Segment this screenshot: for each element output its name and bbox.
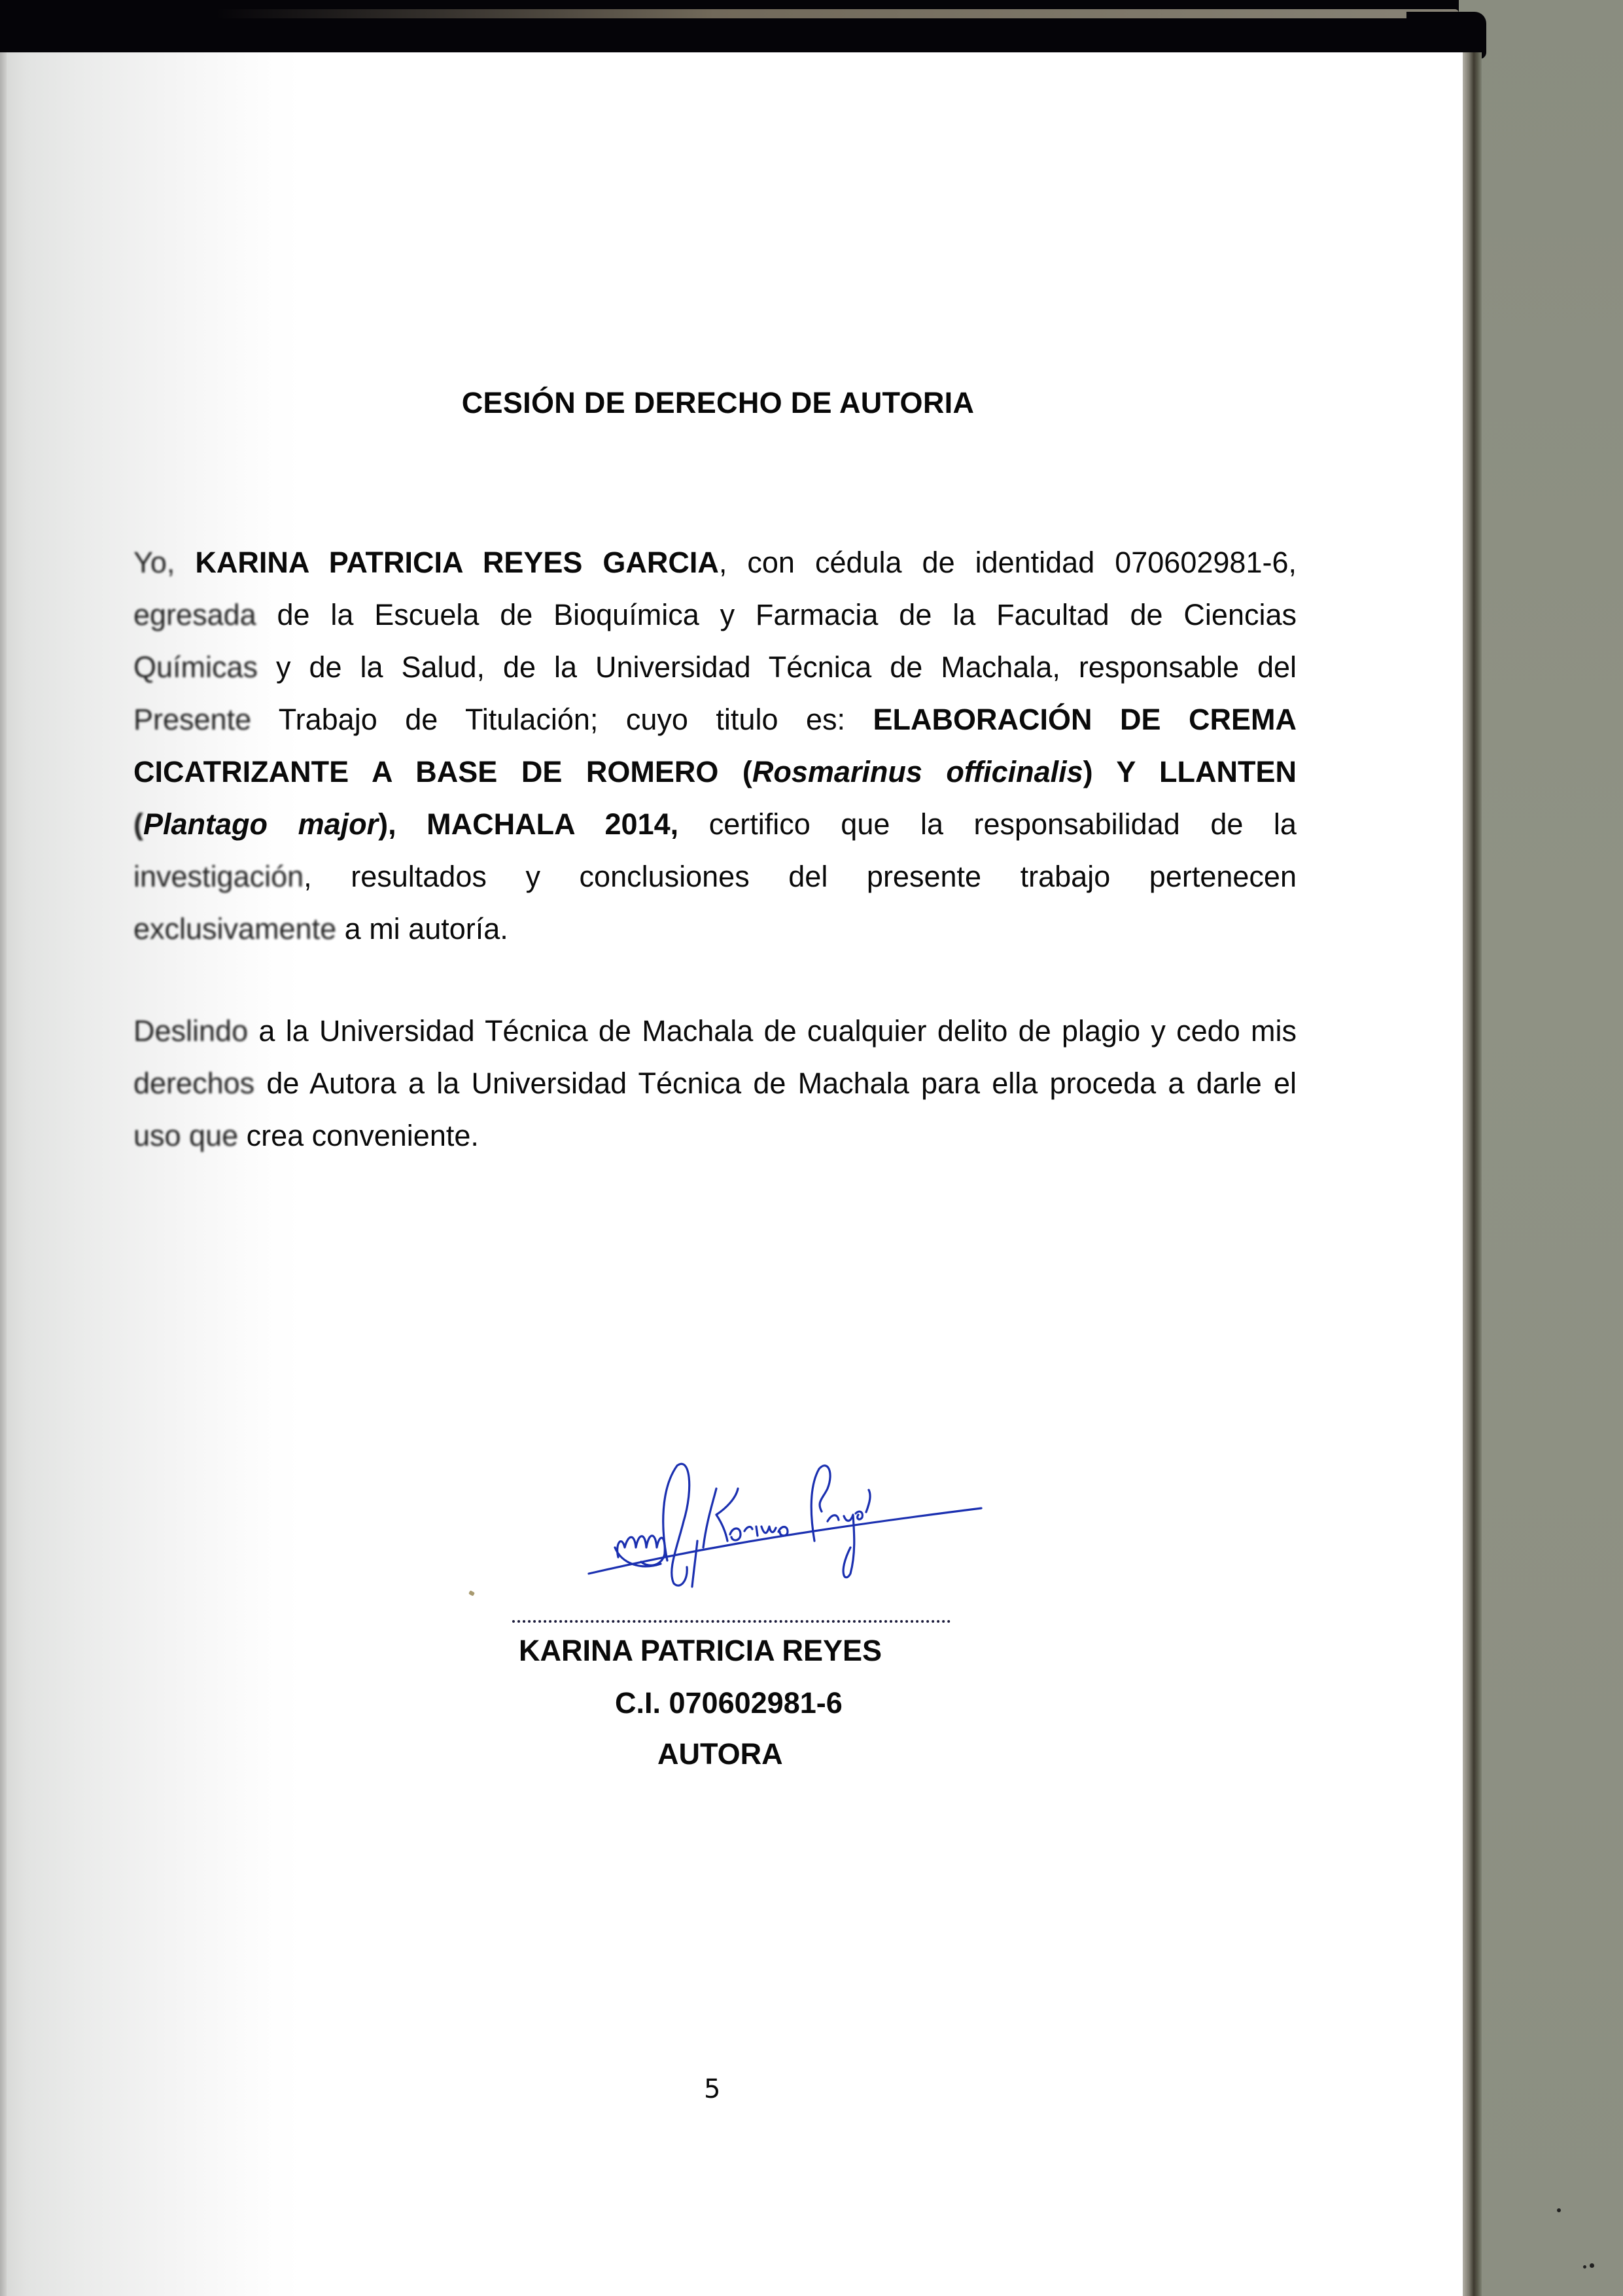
paragraph-line <box>133 641 1297 694</box>
paragraph-line <box>133 1005 1297 1057</box>
paragraph-line <box>133 589 1297 641</box>
signer-role: AUTORA <box>657 1737 783 1771</box>
handwritten-signature <box>576 1449 994 1593</box>
text-run: , resultados y conclusiones del presente trabajo pertenecen <box>304 860 1297 893</box>
scan-dust-speck <box>1590 2263 1594 2268</box>
text-run: CICATRIZANTE A BASE DE ROMERO ( <box>133 755 752 788</box>
text-run: de Autora a la Universidad Técnica de Machala para ella proceda a darle el <box>254 1067 1297 1100</box>
text-run: derechos <box>133 1067 255 1100</box>
text-run: a la Universidad Técnica de Machala de cualquier delito de plagio y cedo mis <box>248 1014 1297 1048</box>
paragraph-line <box>133 798 1297 851</box>
document-page <box>0 52 1463 2296</box>
text-run: ) Y LLANTEN <box>1083 755 1297 788</box>
text-run: uso que <box>133 1119 239 1152</box>
text-run: egresada <box>133 598 256 631</box>
page-edge-shadow <box>1462 52 1482 2296</box>
paragraph-declaration <box>133 537 1297 955</box>
page-number: 5 <box>704 2074 721 2104</box>
text-run: Presente <box>133 703 252 736</box>
scanner-lid-highlight <box>216 9 1459 18</box>
text-run: ), MACHALA 2014, <box>378 807 679 841</box>
paragraph-line <box>133 694 1297 746</box>
text-run: certifico que la responsabilidad de la <box>678 807 1297 841</box>
text-run: Trabajo de Titulación; cuyo titulo es: <box>251 703 873 736</box>
paragraph-line <box>133 746 1297 798</box>
text-run: de la Escuela de Bioquímica y Farmacia de la Facultad de Ciencias <box>256 598 1297 631</box>
text-run: investigación <box>133 860 304 893</box>
scanner-lid-band <box>0 0 1623 59</box>
text-run: y de la Salud, de la Universidad Técnica de Machala, responsable del <box>258 650 1297 684</box>
signer-name: KARINA PATRICIA REYES <box>519 1634 882 1667</box>
text-run: exclusivamente <box>133 912 337 945</box>
signer-id-number: C.I. 070602981-6 <box>615 1686 843 1720</box>
text-run: Yo, <box>133 546 196 579</box>
text-run: Deslindo <box>133 1014 249 1048</box>
text-run: KARINA PATRICIA REYES GARCIA <box>195 546 719 579</box>
scan-dust-speck <box>1583 2265 1586 2269</box>
document-title: CESIÓN DE DERECHO DE AUTORIA <box>461 386 975 419</box>
text-run: Rosmarinus officinalis <box>752 755 1083 788</box>
paragraph-line <box>133 1057 1297 1110</box>
text-run: ( <box>133 807 143 841</box>
paragraph-line <box>133 851 1297 903</box>
text-run: Plantago major <box>143 807 379 841</box>
text-run: a mi autoría. <box>336 912 508 945</box>
paragraph-release <box>133 1005 1297 1162</box>
text-run: crea conveniente. <box>238 1119 479 1152</box>
text-run: ELABORACIÓN DE CREMA <box>873 703 1297 736</box>
signature-line <box>512 1620 951 1623</box>
scanner-background <box>1459 0 1623 2296</box>
text-run: Químicas <box>133 650 258 684</box>
text-run: , con cédula de identidad 070602981-6, <box>718 546 1297 579</box>
paragraph-line <box>133 903 1297 955</box>
scan-dust-speck <box>1557 2208 1561 2212</box>
paragraph-line <box>133 1110 1297 1162</box>
paragraph-line <box>133 537 1297 589</box>
